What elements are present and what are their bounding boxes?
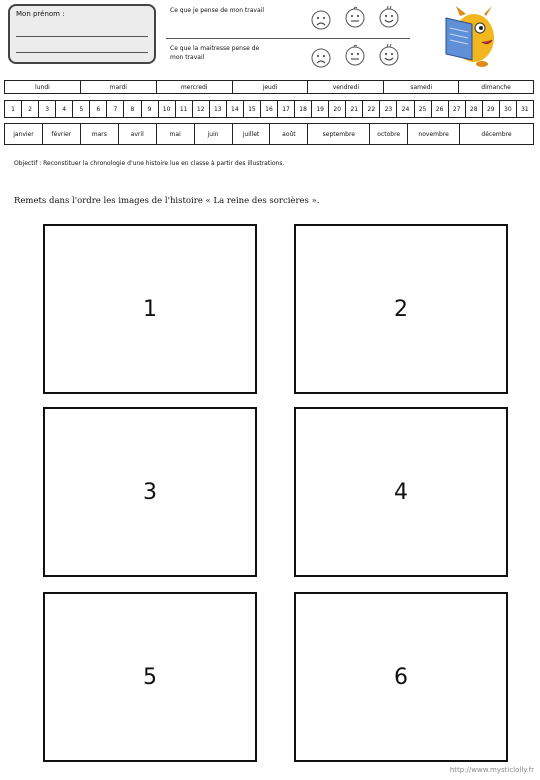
calendar-number-cell[interactable]: 13 <box>210 101 227 118</box>
calendar-number-cell[interactable]: 10 <box>159 101 176 118</box>
calendar-month-cell[interactable]: septembre <box>308 124 370 145</box>
calendar-number-cell[interactable]: 18 <box>295 101 312 118</box>
self-evaluation-label: Ce que je pense de mon travail <box>170 7 264 14</box>
image-frame-5[interactable] <box>43 592 257 762</box>
frame-number: 3 <box>143 479 157 505</box>
name-box <box>8 4 156 64</box>
calendar-number-cell[interactable]: 4 <box>56 101 73 118</box>
calendar-month-cell[interactable]: décembre <box>460 124 534 145</box>
evaluation-divider <box>166 38 410 39</box>
calendar-numbers-row <box>4 100 534 118</box>
name-label: Mon prénom : <box>16 10 65 18</box>
calendar-day-cell[interactable]: jeudi <box>233 81 309 94</box>
calendar-day-cell[interactable]: vendredi <box>308 81 384 94</box>
instruction-text: Remets dans l'ordre les images de l'histoire « La reine des sorcières ». <box>14 196 320 206</box>
monster-reading-book-icon <box>442 4 498 68</box>
calendar-number-cell[interactable]: 27 <box>449 101 466 118</box>
frame-number: 2 <box>394 296 408 322</box>
calendar-day-cell[interactable]: mercredi <box>157 81 233 94</box>
name-line-1[interactable] <box>16 36 148 37</box>
calendar-month-cell[interactable]: août <box>270 124 308 145</box>
calendar-number-cell[interactable]: 8 <box>124 101 141 118</box>
image-frame-4[interactable] <box>294 407 508 577</box>
calendar-day-cell[interactable]: mardi <box>81 81 157 94</box>
frame-number: 1 <box>143 296 157 322</box>
calendar-month-cell[interactable]: janvier <box>5 124 43 145</box>
calendar-month-cell[interactable]: novembre <box>408 124 460 145</box>
calendar-days-row <box>4 80 534 94</box>
calendar-number-cell[interactable]: 28 <box>466 101 483 118</box>
calendar-number-cell[interactable]: 2 <box>22 101 39 118</box>
calendar-number-cell[interactable]: 7 <box>107 101 124 118</box>
frame-number: 5 <box>143 664 157 690</box>
calendar-number-cell[interactable]: 25 <box>415 101 432 118</box>
calendar-day-cell[interactable]: samedi <box>384 81 459 94</box>
sad-face-icon[interactable] <box>310 8 332 30</box>
frame-number: 4 <box>394 479 408 505</box>
calendar-number-cell[interactable]: 17 <box>278 101 295 118</box>
happy-face-icon[interactable] <box>378 44 400 66</box>
calendar-month-cell[interactable]: mai <box>157 124 195 145</box>
name-line-2[interactable] <box>16 52 148 53</box>
calendar-number-cell[interactable]: 30 <box>500 101 517 118</box>
calendar-number-cell[interactable]: 31 <box>517 101 534 118</box>
calendar-number-cell[interactable]: 19 <box>312 101 329 118</box>
calendar-month-cell[interactable]: octobre <box>370 124 408 145</box>
teacher-evaluation-label <box>170 44 259 62</box>
calendar-month-cell[interactable]: avril <box>119 124 157 145</box>
calendar-number-cell[interactable]: 6 <box>90 101 107 118</box>
image-frame-3[interactable] <box>43 407 257 577</box>
calendar-number-cell[interactable]: 3 <box>39 101 56 118</box>
neutral-face-icon[interactable] <box>344 6 366 28</box>
calendar-number-cell[interactable]: 29 <box>483 101 500 118</box>
calendar-number-cell[interactable]: 24 <box>397 101 414 118</box>
calendar-number-cell[interactable]: 14 <box>227 101 244 118</box>
calendar-day-cell[interactable]: lundi <box>5 81 81 94</box>
teacher-evaluation-line-1: Ce que la maitresse pense de <box>170 45 260 52</box>
frame-number: 6 <box>394 664 408 690</box>
sad-face-icon[interactable] <box>310 46 332 68</box>
image-frame-2[interactable] <box>294 224 508 394</box>
calendar-months-row <box>4 123 534 145</box>
calendar-month-cell[interactable]: juin <box>195 124 233 145</box>
neutral-face-icon[interactable] <box>344 44 366 66</box>
calendar-number-cell[interactable]: 5 <box>73 101 90 118</box>
calendar-number-cell[interactable]: 9 <box>142 101 159 118</box>
calendar-month-cell[interactable]: février <box>43 124 81 145</box>
calendar-number-cell[interactable]: 20 <box>329 101 346 118</box>
calendar-number-cell[interactable]: 15 <box>244 101 261 118</box>
footer-url[interactable]: http://www.mysticlolly.fr <box>449 766 534 774</box>
calendar-number-cell[interactable]: 11 <box>176 101 193 118</box>
calendar-number-cell[interactable]: 1 <box>5 101 22 118</box>
calendar-number-cell[interactable]: 23 <box>380 101 397 118</box>
image-frame-1[interactable] <box>43 224 257 394</box>
image-frame-6[interactable] <box>294 592 508 762</box>
calendar-month-cell[interactable]: mars <box>81 124 119 145</box>
teacher-evaluation-line-2: mon travail <box>170 54 205 61</box>
calendar-number-cell[interactable]: 12 <box>193 101 210 118</box>
calendar-number-cell[interactable]: 21 <box>346 101 363 118</box>
calendar-day-cell[interactable]: dimanche <box>459 81 534 94</box>
happy-face-icon[interactable] <box>378 6 400 28</box>
calendar-number-cell[interactable]: 16 <box>261 101 278 118</box>
calendar-month-cell[interactable]: juillet <box>233 124 271 145</box>
objective-text: Objectif : Reconstituer la chronologie d'une histoire lue en classe à partir des illustrations. <box>14 160 285 167</box>
calendar-number-cell[interactable]: 26 <box>432 101 449 118</box>
calendar-number-cell[interactable]: 22 <box>363 101 380 118</box>
